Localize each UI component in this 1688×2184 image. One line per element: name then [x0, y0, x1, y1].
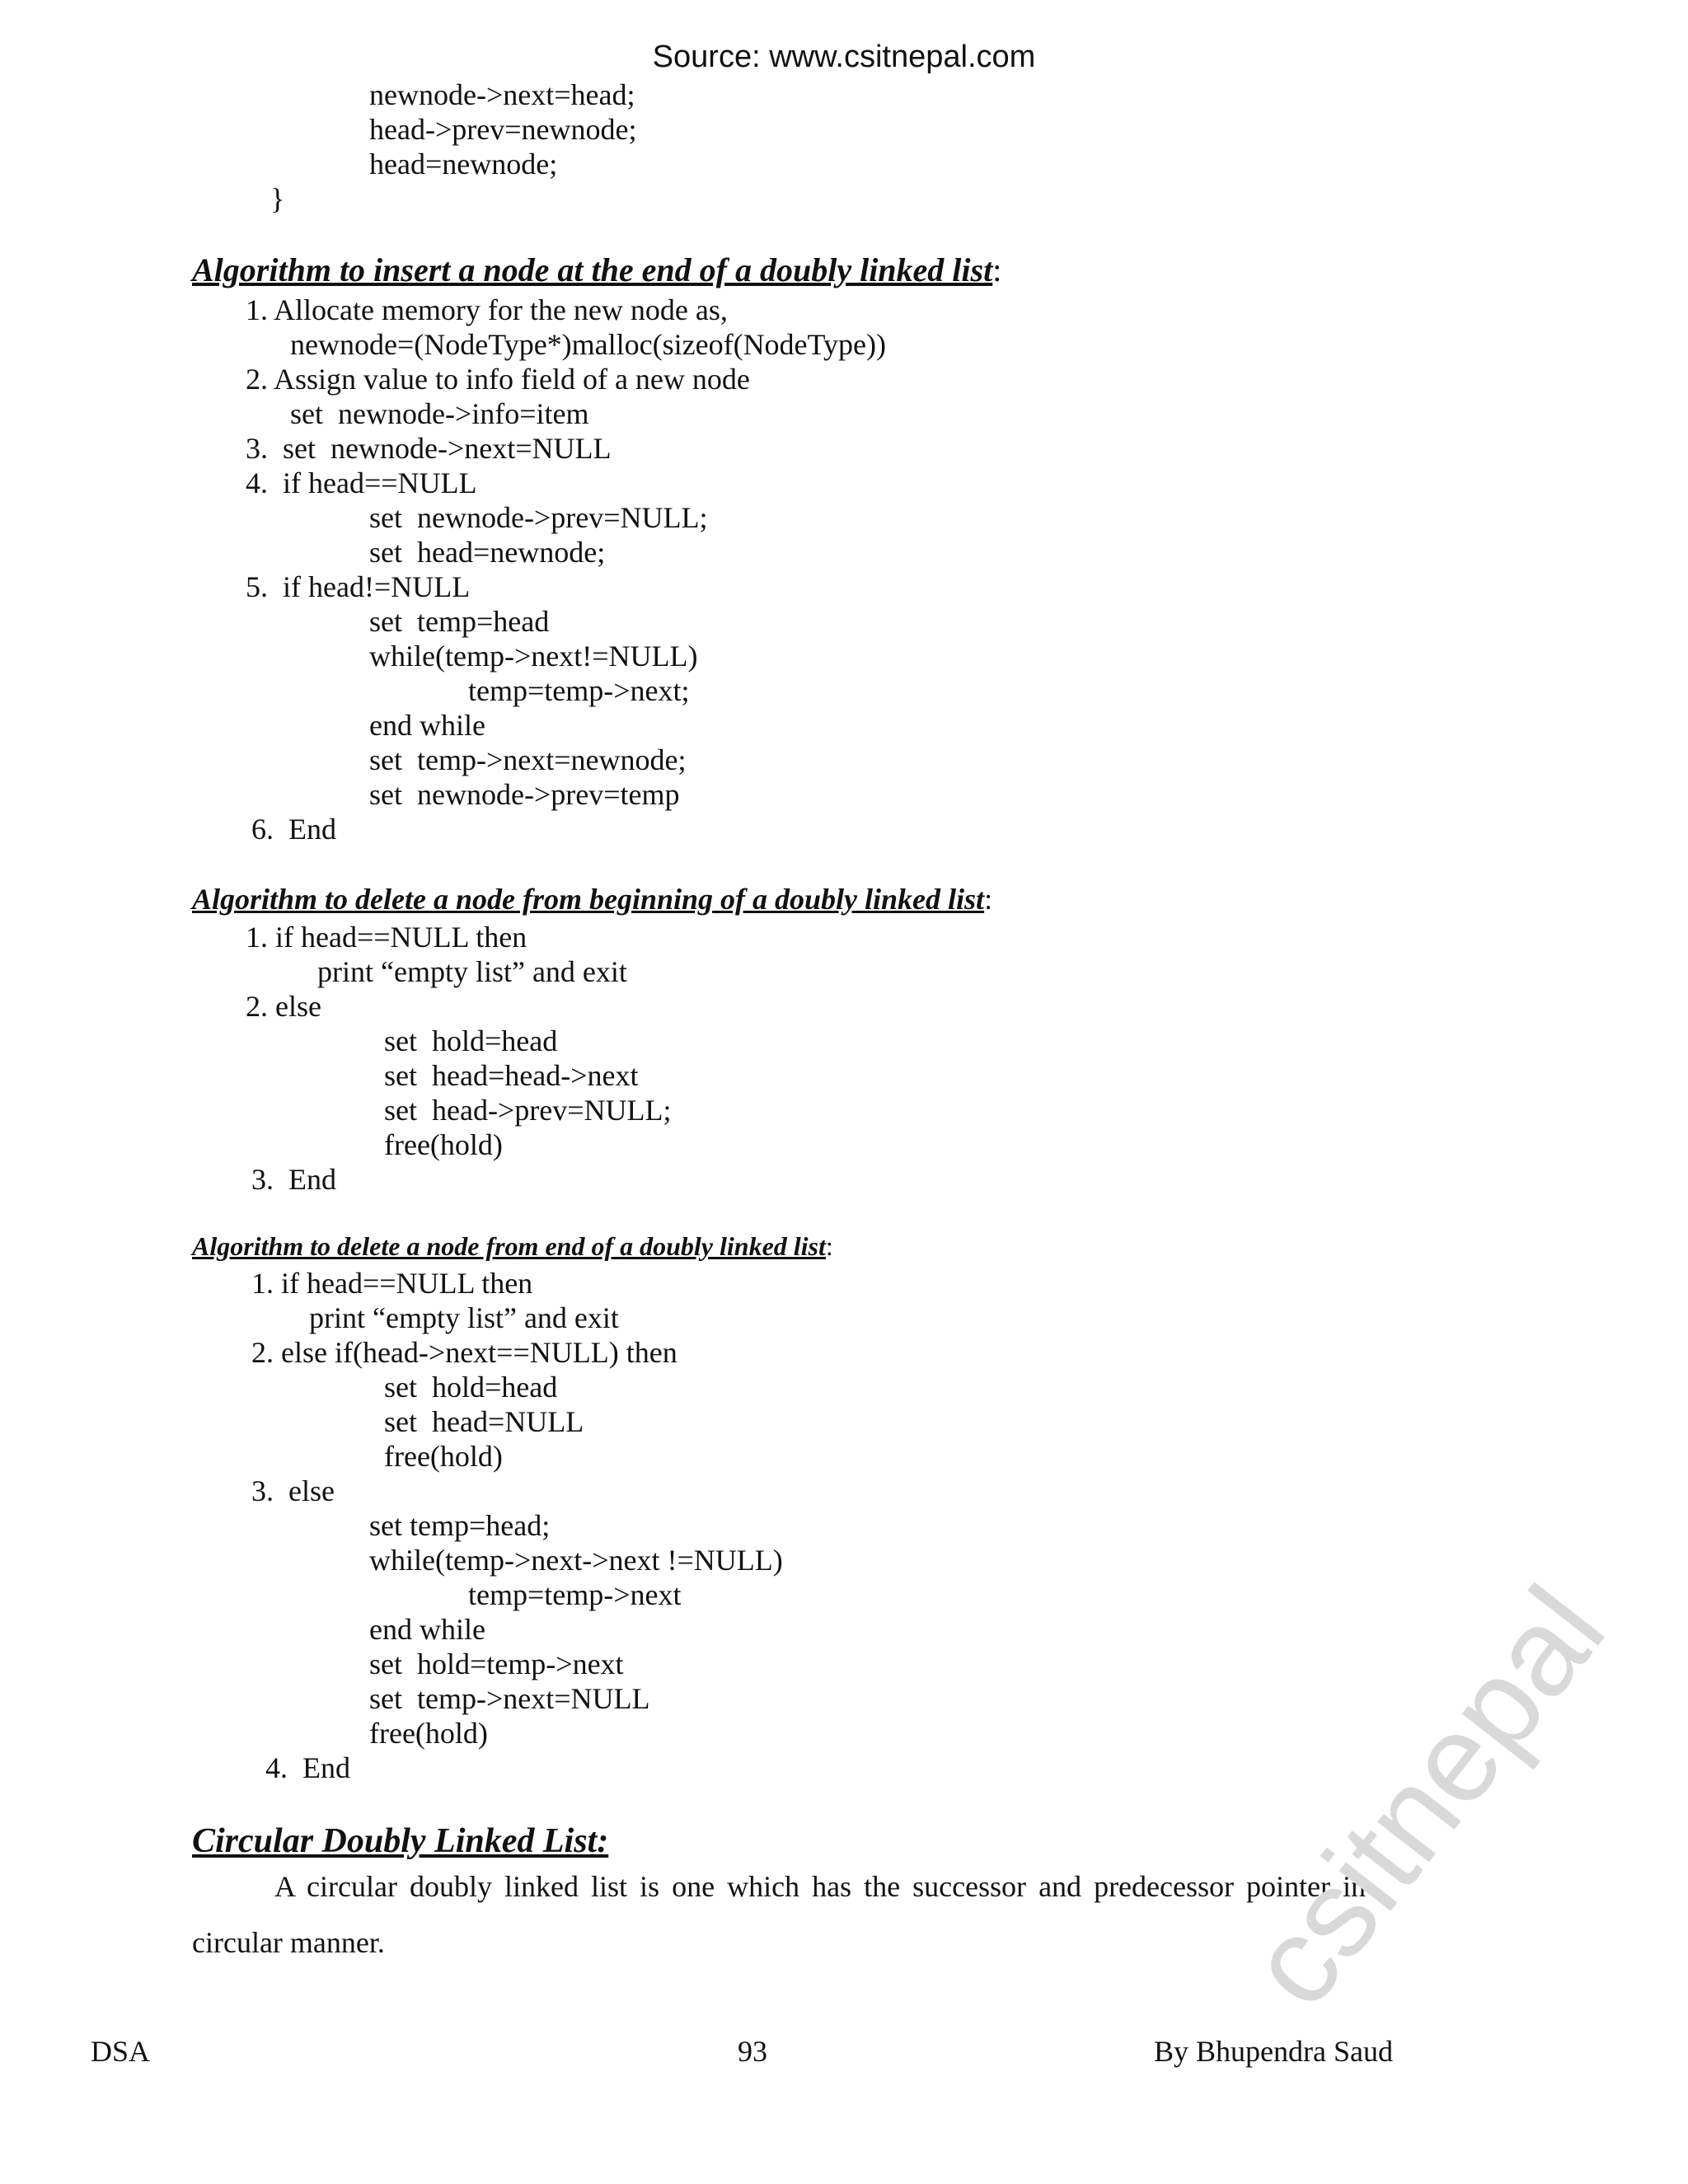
- code-line: newnode->next=head;: [369, 78, 635, 111]
- source-header: Source: www.csitnepal.com: [652, 40, 1036, 74]
- algo-step: 2. else if(head->next==NULL) then: [251, 1336, 678, 1369]
- algo-step: set newnode->info=item: [290, 397, 589, 430]
- algo-step: 3. set newnode->next=NULL: [246, 432, 612, 465]
- algo-step: end while: [369, 709, 485, 742]
- closing-brace: }: [270, 182, 285, 215]
- algo-step: set temp=head;: [369, 1509, 551, 1542]
- algo-step: 1. if head==NULL then: [246, 921, 528, 954]
- algo-step: 6. End: [251, 813, 336, 846]
- algo-step: while(temp->next!=NULL): [369, 640, 698, 673]
- algo-step: end while: [369, 1613, 485, 1646]
- section-heading-insert-end: Algorithm to insert a node at the end of a doubly linked list:: [192, 251, 1002, 288]
- algo-step: 5. if head!=NULL: [246, 570, 471, 603]
- algo-step: temp=temp->next: [468, 1578, 682, 1611]
- algo-step: set head=head->next: [384, 1059, 639, 1092]
- section-heading-delete-begin: Algorithm to delete a node from beginning of a doubly linked list:: [192, 883, 993, 916]
- code-line: head=newnode;: [369, 148, 558, 180]
- algo-step: print “empty list” and exit: [317, 955, 627, 988]
- algo-step: 2. Assign value to info field of a new node: [246, 363, 750, 396]
- algo-step: 1. if head==NULL then: [251, 1267, 533, 1300]
- footer-left: DSA: [91, 2035, 151, 2068]
- section-heading-circular: Circular Doubly Linked List:: [192, 1822, 609, 1860]
- algo-step: set hold=temp->next: [369, 1647, 624, 1680]
- algo-step: set temp=head: [369, 605, 550, 638]
- algo-step: 1. Allocate memory for the new node as,: [246, 293, 728, 326]
- algo-step: newnode=(NodeType*)malloc(sizeof(NodeType)): [290, 328, 886, 361]
- page-number: 93: [738, 2035, 767, 2068]
- algo-step: 4. if head==NULL: [246, 466, 477, 499]
- algo-step: 3. End: [251, 1163, 336, 1196]
- algo-step: print “empty list” and exit: [309, 1301, 619, 1334]
- algo-step: set head=NULL: [384, 1405, 584, 1438]
- footer-author: By Bhupendra Saud: [1154, 2035, 1393, 2068]
- code-line: head->prev=newnode;: [369, 113, 637, 146]
- algo-step: free(hold): [384, 1128, 503, 1161]
- algo-step: set newnode->prev=temp: [369, 778, 680, 811]
- algo-step: set temp->next=newnode;: [369, 743, 687, 776]
- algo-step: free(hold): [369, 1717, 488, 1750]
- algo-step: set head=newnode;: [369, 536, 606, 569]
- algo-step: 3. else: [251, 1474, 335, 1507]
- algo-step: set hold=head: [384, 1024, 558, 1057]
- algo-step: free(hold): [384, 1440, 503, 1473]
- algo-step: 4. End: [265, 1751, 350, 1784]
- algo-step: set hold=head: [384, 1371, 558, 1404]
- algo-step: set head->prev=NULL;: [384, 1094, 672, 1127]
- algo-step: temp=temp->next;: [468, 674, 690, 707]
- algo-step: 2. else: [246, 990, 321, 1023]
- algo-step: while(temp->next->next !=NULL): [369, 1544, 783, 1577]
- watermark: csitnepal: [1221, 1561, 1631, 2032]
- section-heading-delete-end: Algorithm to delete a node from end of a doubly linked list:: [192, 1231, 833, 1261]
- circular-description: A circular doubly linked list is one which has the successor and predecessor pointer in circular manner.: [192, 1870, 1366, 1959]
- algo-step: set newnode->prev=NULL;: [369, 501, 708, 534]
- algo-step: set temp->next=NULL: [369, 1682, 650, 1715]
